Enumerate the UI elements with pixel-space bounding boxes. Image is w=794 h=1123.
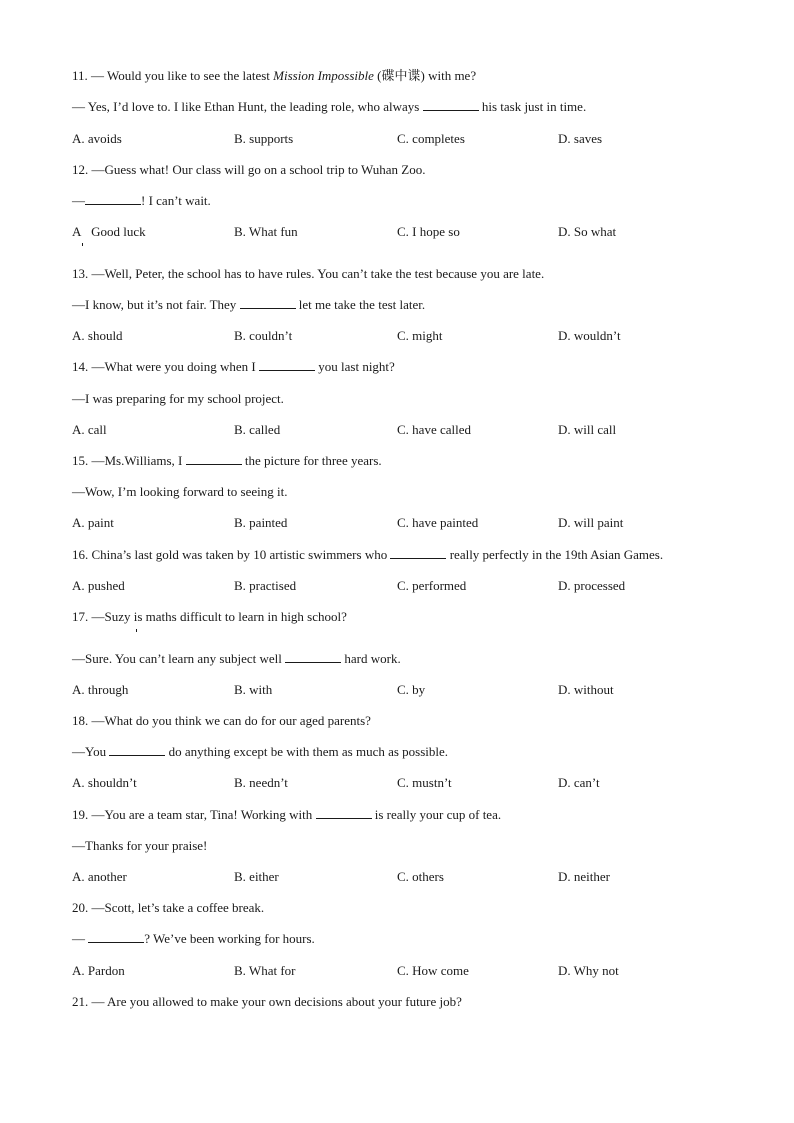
option-c: C. I hope so — [397, 224, 460, 239]
question-12-reply — [72, 193, 211, 209]
stem-text: the picture for three years. — [241, 453, 382, 468]
option-b: B. needn’t — [234, 775, 288, 790]
option-d: D. without — [558, 682, 614, 697]
question-20-reply — [72, 931, 315, 947]
option-d: D. saves — [558, 131, 603, 146]
option-c: C. by — [397, 682, 426, 697]
question-12-stem — [72, 162, 425, 178]
stem-text: really perfectly in the 19th Asian Games. — [446, 547, 664, 562]
option-c: C. completes — [397, 131, 465, 146]
answer-blank — [390, 547, 446, 559]
option-a: A. avoids — [72, 131, 122, 146]
option-a: A. through — [72, 682, 129, 697]
option-a: A. pushed — [72, 578, 125, 593]
option-a: A. paint — [72, 515, 114, 530]
option-d: D. Why not — [558, 963, 619, 978]
stem-text: —What were you doing when I — [91, 359, 260, 374]
stem-italic-title: Mission Impossible — [273, 68, 374, 83]
option-b: B. with — [234, 682, 273, 697]
question-20-stem — [72, 900, 264, 916]
option-d: D. neither — [558, 869, 610, 884]
stem-text: (碟中谍) with me? — [373, 68, 477, 83]
answer-blank — [285, 651, 341, 663]
option-c: C. mustn’t — [397, 775, 452, 790]
question-15-stem — [72, 453, 382, 469]
option-c: C. others — [397, 869, 444, 884]
question-11-reply — [72, 99, 586, 115]
reply-text: ? We’ve been working for hours. — [144, 931, 315, 946]
stem-text: —Suzy is maths difficult to learn in high school? — [91, 609, 347, 624]
stem-text: China’s last gold was taken by 10 artistic swimmers who — [91, 547, 391, 562]
option-a: A. Pardon — [72, 963, 125, 978]
option-b: B. supports — [234, 131, 294, 146]
question-number: 11. — [72, 68, 88, 83]
reply-text: let me take the test later. — [295, 297, 426, 312]
option-a: A. another — [72, 869, 127, 884]
stem-text: —What do you think we can do for our aged parents? — [91, 713, 371, 728]
option-d: D. processed — [558, 578, 626, 593]
question-number: 12. — [72, 162, 89, 177]
question-number: 20. — [72, 900, 89, 915]
question-13-stem — [72, 266, 544, 282]
option-c: C. have called — [397, 422, 471, 437]
question-14-stem — [72, 359, 395, 375]
stem-text: you last night? — [315, 359, 395, 374]
stray-mark — [82, 243, 83, 246]
answer-blank — [423, 99, 479, 111]
question-13-reply — [72, 297, 425, 313]
question-number: 15. — [72, 453, 89, 468]
answer-blank — [186, 453, 242, 465]
reply-text: ! I can’t wait. — [141, 193, 211, 208]
answer-blank — [85, 193, 141, 205]
option-b: B. What fun — [234, 224, 298, 239]
answer-blank — [240, 297, 296, 309]
option-a: A. call — [72, 422, 107, 437]
option-a: A. shouldn’t — [72, 775, 137, 790]
reply-text: —You — [72, 744, 110, 759]
option-d: D. can’t — [558, 775, 600, 790]
answer-blank — [316, 807, 372, 819]
reply-text: —I know, but it’s not fair. They — [72, 297, 240, 312]
stem-text: —Guess what! Our class will go on a school trip to Wuhan Zoo. — [91, 162, 426, 177]
stem-text: —Scott, let’s take a coffee break. — [91, 900, 265, 915]
stem-text: — Would you like to see the latest — [91, 68, 274, 83]
question-number: 21. — [72, 994, 89, 1009]
option-b: B. either — [234, 869, 279, 884]
option-text: Good luck — [91, 224, 146, 239]
stray-mark — [136, 629, 137, 632]
reply-text: — — [72, 931, 89, 946]
option-d: D. will call — [558, 422, 617, 437]
option-a: A. should — [72, 328, 123, 343]
reply-text: hard work. — [341, 651, 401, 666]
option-letter: A — [72, 224, 82, 239]
question-number: 19. — [72, 807, 89, 822]
question-11-stem — [72, 68, 476, 84]
option-b: B. What for — [234, 963, 296, 978]
reply-text: — — [72, 193, 85, 208]
stem-text: —You are a team star, Tina! Working with — [91, 807, 316, 822]
reply-text: his task just in time. — [478, 99, 587, 114]
question-16-stem — [72, 547, 663, 563]
question-14-reply: —I was preparing for my school project. — [72, 391, 284, 406]
question-15-reply: —Wow, I’m looking forward to seeing it. — [72, 484, 288, 499]
reply-text: — Yes, I’d love to. I like Ethan Hunt, the leading role, who always — [72, 99, 423, 114]
option-c: C. might — [397, 328, 443, 343]
option-d: D. wouldn’t — [558, 328, 621, 343]
question-18-stem — [72, 713, 371, 729]
question-number: 16. — [72, 547, 89, 562]
question-17-reply — [72, 651, 401, 667]
stem-text: — Are you allowed to make your own decisions about your future job? — [91, 994, 462, 1009]
question-21-stem — [72, 994, 462, 1010]
option-d: D. will paint — [558, 515, 624, 530]
stem-text: is really your cup of tea. — [371, 807, 502, 822]
question-number: 18. — [72, 713, 89, 728]
option-c: C. have painted — [397, 515, 479, 530]
option-b: B. practised — [234, 578, 297, 593]
question-number: 13. — [72, 266, 89, 281]
option-b: B. painted — [234, 515, 288, 530]
reply-text: do anything except be with them as much as possible. — [165, 744, 449, 759]
option-d: D. So what — [558, 224, 617, 239]
question-17-stem — [72, 609, 347, 625]
answer-blank — [109, 744, 165, 756]
answer-blank — [88, 931, 144, 943]
reply-text: —Sure. You can’t learn any subject well — [72, 651, 286, 666]
option-c: C. performed — [397, 578, 467, 593]
question-19-reply: —Thanks for your praise! — [72, 838, 208, 853]
question-18-reply — [72, 744, 448, 760]
option-a — [72, 224, 146, 240]
question-number: 17. — [72, 609, 89, 624]
option-c: C. How come — [397, 963, 469, 978]
answer-blank — [259, 359, 315, 371]
option-b: B. couldn’t — [234, 328, 293, 343]
stem-text: —Ms.Williams, I — [91, 453, 186, 468]
option-b: B. called — [234, 422, 281, 437]
stem-text: —Well, Peter, the school has to have rules. You can’t take the test because you are late. — [91, 266, 545, 281]
question-number: 14. — [72, 359, 89, 374]
question-19-stem — [72, 807, 501, 823]
